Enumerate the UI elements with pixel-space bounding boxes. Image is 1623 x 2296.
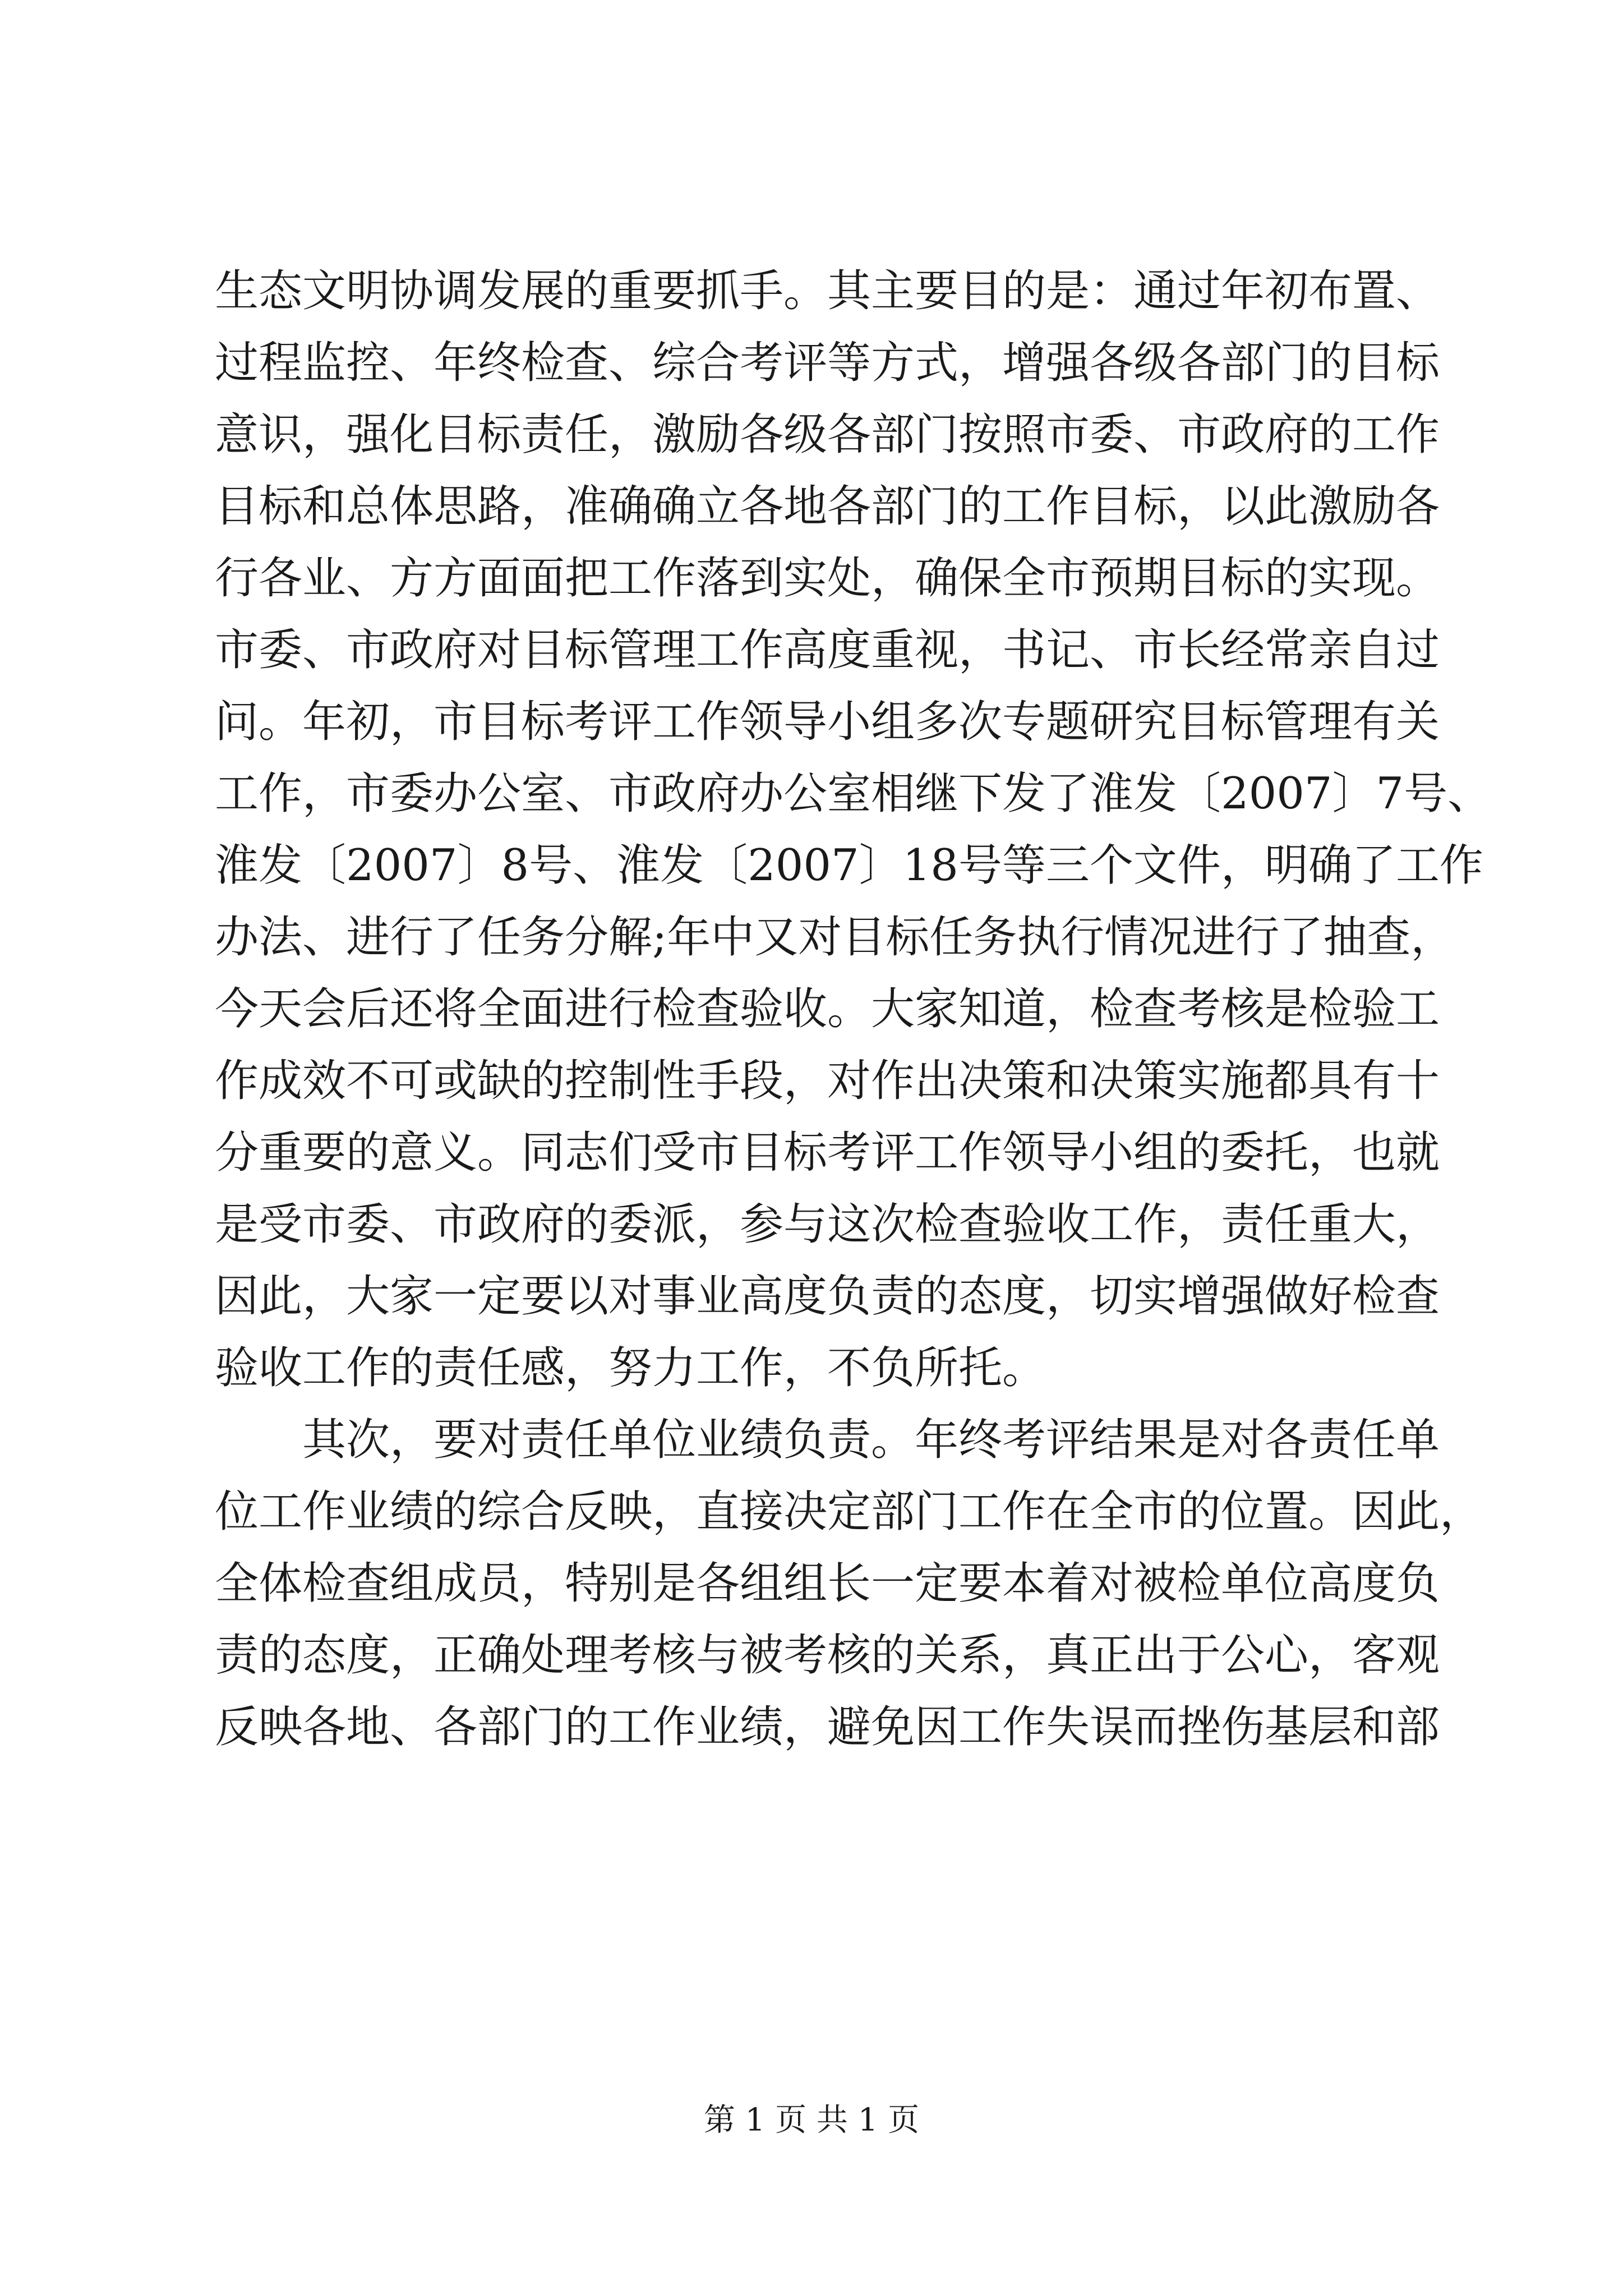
paragraph-1-line-12: 作成效不可或缺的控制性手段，对作出决策和决策实施都具有十 — [215, 1056, 1440, 1106]
paragraph-1-line-8: 工作，市委办公室、市政府办公室相继下发了淮发〔2007〕7号、 — [215, 769, 1492, 819]
paragraph-2-line-1: 其次，要对责任单位业绩负责。年终考评结果是对各责任单 — [302, 1415, 1440, 1465]
paragraph-1-line-6: 市委、市政府对目标管理工作高度重视，书记、市长经常亲自过 — [215, 625, 1440, 675]
paragraph-1-line-10: 办法、进行了任务分解;年中又对目标任务执行情况进行了抽查， — [215, 912, 1455, 963]
document-body — [215, 255, 1492, 1763]
paragraph-1-line-4: 目标和总体思路，准确确立各地各部门的工作目标，以此激励各 — [215, 481, 1440, 532]
paragraph-1-line-2: 过程监控、年终检查、综合考评等方式，增强各级各部门的目标 — [215, 338, 1440, 388]
paragraph-1-line-16: 验收工作的责任感，努力工作，不负所托。 — [215, 1343, 1046, 1393]
paragraph-1-line-13: 分重要的意义。同志们受市目标考评工作领导小组的委托，也就 — [215, 1128, 1440, 1178]
paragraph-2-line-4: 责的态度，正确处理考核与被考核的关系，真正出于公心，客观 — [215, 1630, 1440, 1681]
paragraph-2-line-5: 反映各地、各部门的工作业绩，避免因工作失误而挫伤基层和部 — [215, 1702, 1440, 1752]
paragraph-1-line-11: 今天会后还将全面进行检查验收。大家知道，检查考核是检验工 — [215, 984, 1440, 1034]
paragraph-2-line-2: 位工作业绩的综合反映，直接决定部门工作在全市的位置。因此， — [215, 1487, 1484, 1537]
page-number: 第 1 页 共 1 页 — [703, 2102, 920, 2138]
paragraph-1-line-7: 问。年初，市目标考评工作领导小组多次专题研究目标管理有关 — [215, 697, 1440, 747]
paragraph-1-line-1: 生态文明协调发展的重要抓手。其主要目的是：通过年初布置、 — [215, 266, 1440, 316]
paragraph-1-line-15: 因此，大家一定要以对事业高度负责的态度，切实增强做好检查 — [215, 1271, 1440, 1322]
paragraph-1-line-3: 意识，强化目标责任，激励各级各部门按照市委、市政府的工作 — [215, 409, 1440, 460]
paragraph-1-line-5: 行各业、方方面面把工作落到实处，确保全市预期目标的实现。 — [215, 553, 1440, 604]
page-footer — [0, 2101, 1623, 2140]
paragraph-1-line-14: 是受市委、市政府的委派，参与这次检查验收工作，责任重大， — [215, 1199, 1440, 1250]
paragraph-2-line-3: 全体检查组成员，特别是各组组长一定要本着对被检单位高度负 — [215, 1558, 1440, 1609]
paragraph-1-line-9: 淮发〔2007〕8号、淮发〔2007〕18号等三个文件，明确了工作 — [215, 840, 1483, 891]
